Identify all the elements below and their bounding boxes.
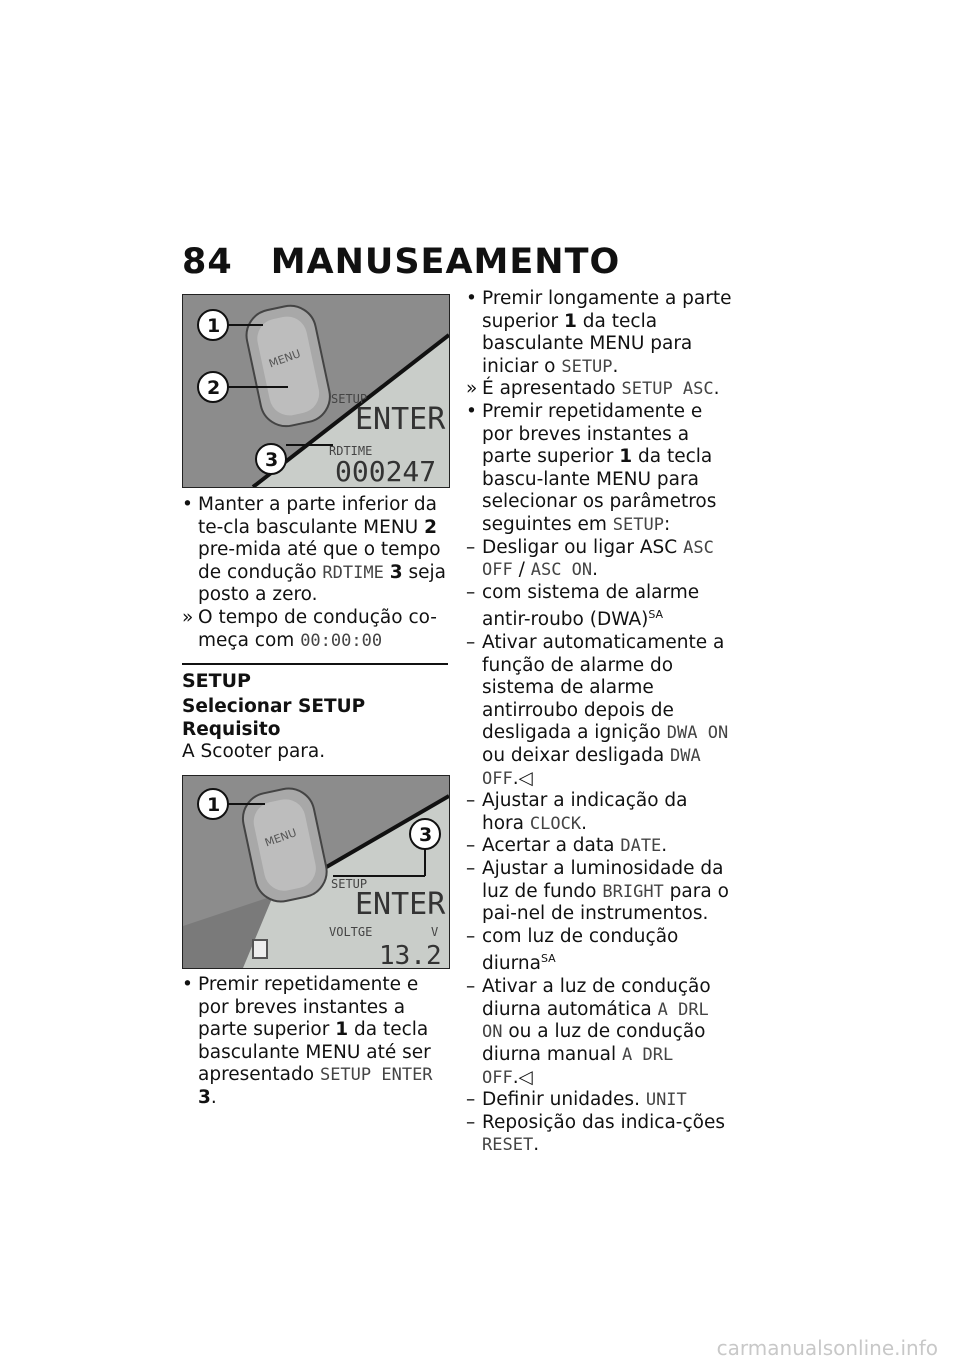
list-item: – Ativar automaticamente a função de alarme do sistema de alarme antirroubo depois de desligada a ignição DWA ON ou deixar desligada DWA OFF.◁: [466, 632, 729, 789]
col1-block-3: [182, 974, 452, 1110]
figure-rdtime-display: [182, 294, 450, 488]
col1-block-1: [182, 494, 452, 652]
section-rule: [182, 663, 448, 665]
list-item: • Premir longamente a parte superior 1 da tecla basculante MENU para iniciar o SETUP.: [466, 288, 732, 377]
lcd-setup-label: SETUP: [331, 877, 368, 891]
lcd-enter-value: ENTER: [355, 402, 446, 437]
list-item: – Ajustar a luminosidade da luz de fundo BRIGHT para o pai-nel de instrumentos.: [466, 858, 729, 925]
figure-1-illustration: [183, 295, 449, 487]
callout-1: 1: [207, 794, 221, 816]
fuel-icon: [253, 940, 267, 958]
lcd-setup-label: SETUP: [331, 392, 368, 406]
callout-3: 3: [419, 824, 433, 846]
requirement-title: Requisito: [182, 718, 281, 740]
figure-2-illustration: [183, 776, 449, 968]
list-item: – Ativar a luz de condução diurna automática A DRL ON ou a luz de condução diurna manual A DRL OFF.◁: [466, 976, 711, 1088]
list-item: – Definir unidades. UNIT: [466, 1089, 687, 1111]
list-item: » O tempo de condução co-meça com 00:00:00: [182, 606, 437, 651]
list-item: – Reposição das indica-ções RESET.: [466, 1111, 725, 1156]
menu-button-label: MENU: [267, 347, 303, 371]
section-title: SETUP: [182, 670, 251, 692]
list-item: – com sistema de alarme antir-roubo (DWA)$^{SA}$: [466, 581, 700, 631]
col1-block-2: [182, 696, 452, 764]
subsection-title: Selecionar SETUP: [182, 696, 366, 717]
requirement-text: A Scooter para.: [182, 741, 326, 763]
list-item: – Acertar a data DATE.: [466, 835, 668, 857]
list-item: – com luz de condução diurna$^{SA}$: [466, 925, 679, 975]
page-header: [182, 242, 620, 282]
column-2: [466, 288, 732, 1157]
lcd-enter-value: ENTER: [355, 887, 446, 922]
figure-setup-enter-display: [182, 775, 450, 969]
page-number: 84: [182, 242, 233, 282]
lcd-rdtime-label: RDTIME: [329, 444, 373, 458]
list-item: – Ajustar a indicação da hora CLOCK.: [466, 790, 688, 834]
list-item: • Premir repetidamente e por breves instantes a parte superior 1 da tecla basculante MENU até ser apresentado SETUP ENTER 3.: [182, 974, 433, 1108]
list-item: – Desligar ou ligar ASC ASC OFF / ASC ON.: [466, 536, 714, 581]
list-item: » É apresentado SETUP ASC.: [466, 378, 720, 400]
lcd-rdtime-value: 000247: [335, 455, 437, 487]
page-title: MANUSEAMENTO: [270, 242, 621, 282]
lcd-voltge-value: 13.2: [379, 941, 442, 968]
list-item: • Manter a parte inferior da te-cla basculante MENU 2 pre-mida até que o tempo de condução RDTIME 3 seja posto a zero.: [182, 494, 446, 606]
callout-1: 1: [207, 315, 221, 337]
callout-2: 2: [207, 377, 221, 399]
lcd-voltge-label: VOLTGE: [329, 925, 373, 939]
watermark: carmanualsonline.info: [716, 1336, 938, 1360]
lcd-volt-unit: V: [431, 925, 439, 939]
callout-3: 3: [265, 449, 279, 471]
list-item: • Premir repetidamente e por breves instantes a parte superior 1 da tecla bascu-lante MENU para selecionar os parâmetros seguintes em SETUP:: [466, 400, 717, 535]
menu-button-label: MENU: [263, 826, 299, 850]
